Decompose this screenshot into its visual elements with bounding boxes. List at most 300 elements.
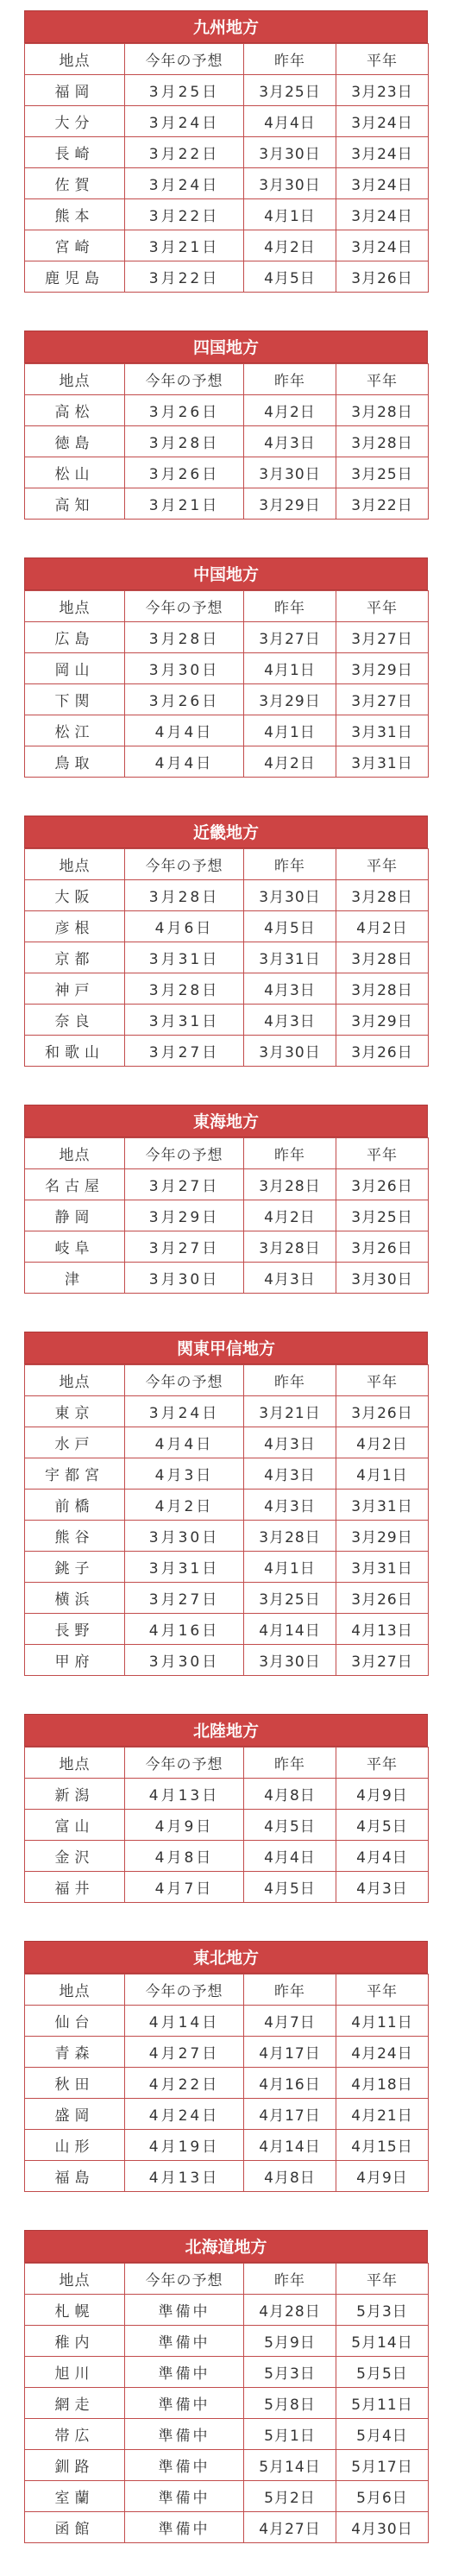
table-row	[25, 911, 429, 942]
table-row	[25, 230, 429, 261]
table-header-row	[25, 364, 429, 395]
last-year-cell: 3月21日	[244, 1396, 336, 1427]
last-year-cell: 4月4日	[244, 1841, 336, 1872]
forecast-cell: 4月6日	[125, 911, 244, 942]
location-cell: 前橋	[25, 1490, 125, 1521]
average-cell: 3月28日	[336, 942, 429, 973]
average-cell: 3月27日	[336, 622, 429, 653]
location-cell: 新潟	[25, 1779, 125, 1810]
region-section	[24, 1332, 428, 1676]
location-cell: 福井	[25, 1872, 125, 1903]
region-title: 近畿地方	[24, 816, 428, 848]
average-cell: 5月17日	[336, 2450, 429, 2481]
table-header-row	[25, 1975, 429, 2006]
table-row	[25, 1169, 429, 1200]
last-year-cell: 3月30日	[244, 1036, 336, 1067]
forecast-cell: 3月31日	[125, 1552, 244, 1583]
region-title: 北陸地方	[24, 1714, 428, 1747]
average-cell: 5月6日	[336, 2481, 429, 2512]
forecast-cell: 3月28日	[125, 426, 244, 457]
forecast-cell: 4月27日	[125, 2037, 244, 2068]
last-year-cell: 5月8日	[244, 2388, 336, 2419]
table-row	[25, 2450, 429, 2481]
forecast-cell: 3月30日	[125, 1521, 244, 1552]
last-year-cell: 4月1日	[244, 715, 336, 746]
last-year-cell: 3月25日	[244, 75, 336, 106]
average-cell: 3月31日	[336, 1490, 429, 1521]
column-header-location: 地点	[25, 44, 125, 75]
table-header-row	[25, 2264, 429, 2295]
average-cell: 3月28日	[336, 973, 429, 1005]
forecast-cell: 4月13日	[125, 1779, 244, 1810]
average-cell: 5月11日	[336, 2388, 429, 2419]
column-header-location: 地点	[25, 2264, 125, 2295]
table-row	[25, 1458, 429, 1490]
column-header-average: 平年	[336, 849, 429, 880]
last-year-cell: 4月2日	[244, 230, 336, 261]
table-row	[25, 653, 429, 684]
table-row	[25, 880, 429, 911]
last-year-cell: 3月29日	[244, 488, 336, 520]
column-header-average: 平年	[336, 1748, 429, 1779]
location-cell: 大阪	[25, 880, 125, 911]
forecast-cell: 4月16日	[125, 1614, 244, 1645]
table-header-row	[25, 1138, 429, 1169]
forecast-cell: 3月28日	[125, 880, 244, 911]
last-year-cell: 4月3日	[244, 1490, 336, 1521]
table-row	[25, 1583, 429, 1614]
table-row	[25, 746, 429, 778]
last-year-cell: 3月27日	[244, 622, 336, 653]
forecast-cell: 3月30日	[125, 1645, 244, 1676]
last-year-cell: 4月3日	[244, 973, 336, 1005]
location-cell: 帯広	[25, 2419, 125, 2450]
average-cell: 3月28日	[336, 395, 429, 426]
table-row	[25, 715, 429, 746]
forecast-table	[24, 590, 429, 778]
last-year-cell: 5月2日	[244, 2481, 336, 2512]
last-year-cell: 4月4日	[244, 106, 336, 137]
location-cell: 京都	[25, 942, 125, 973]
average-cell: 3月26日	[336, 1036, 429, 1067]
last-year-cell: 4月2日	[244, 1200, 336, 1231]
last-year-cell: 4月14日	[244, 2130, 336, 2161]
location-cell: 宮崎	[25, 230, 125, 261]
table-row	[25, 1490, 429, 1521]
last-year-cell: 4月1日	[244, 653, 336, 684]
last-year-cell: 3月31日	[244, 942, 336, 973]
average-cell: 4月2日	[336, 911, 429, 942]
average-cell: 4月9日	[336, 2161, 429, 2192]
table-header-row	[25, 1748, 429, 1779]
column-header-location: 地点	[25, 1365, 125, 1396]
last-year-cell: 3月30日	[244, 457, 336, 488]
forecast-cell: 3月26日	[125, 684, 244, 715]
forecast-cell: 準備中	[125, 2326, 244, 2357]
forecast-cell: 3月21日	[125, 230, 244, 261]
location-cell: 高松	[25, 395, 125, 426]
location-cell: 松山	[25, 457, 125, 488]
location-cell: 広島	[25, 622, 125, 653]
column-header-average: 平年	[336, 2264, 429, 2295]
forecast-cell: 3月26日	[125, 395, 244, 426]
column-header-forecast: 今年の予想	[125, 591, 244, 622]
region-section	[24, 10, 428, 293]
last-year-cell: 4月1日	[244, 199, 336, 230]
last-year-cell: 3月30日	[244, 880, 336, 911]
average-cell: 3月28日	[336, 880, 429, 911]
table-row	[25, 488, 429, 520]
column-header-average: 平年	[336, 1365, 429, 1396]
table-row	[25, 2006, 429, 2037]
column-header-average: 平年	[336, 364, 429, 395]
average-cell: 4月30日	[336, 2512, 429, 2543]
table-row	[25, 2512, 429, 2543]
location-cell: 旭川	[25, 2357, 125, 2388]
region-title: 関東甲信地方	[24, 1332, 428, 1364]
last-year-cell: 4月3日	[244, 426, 336, 457]
column-header-last-year: 昨年	[244, 1748, 336, 1779]
table-header-row	[25, 849, 429, 880]
location-cell: 大分	[25, 106, 125, 137]
forecast-cell: 準備中	[125, 2512, 244, 2543]
forecast-cell: 4月8日	[125, 1841, 244, 1872]
last-year-cell: 4月3日	[244, 1263, 336, 1294]
forecast-cell: 3月25日	[125, 75, 244, 106]
table-row	[25, 1200, 429, 1231]
table-row	[25, 1263, 429, 1294]
region-title: 東北地方	[24, 1941, 428, 1974]
location-cell: 横浜	[25, 1583, 125, 1614]
forecast-cell: 3月24日	[125, 1396, 244, 1427]
column-header-forecast: 今年の予想	[125, 1748, 244, 1779]
last-year-cell: 4月3日	[244, 1458, 336, 1490]
last-year-cell: 3月29日	[244, 684, 336, 715]
last-year-cell: 4月17日	[244, 2037, 336, 2068]
forecast-cell: 3月27日	[125, 1036, 244, 1067]
average-cell: 3月30日	[336, 1263, 429, 1294]
forecast-cell: 3月22日	[125, 261, 244, 293]
region-section	[24, 816, 428, 1067]
region-section	[24, 1941, 428, 2192]
region-title: 北海道地方	[24, 2230, 428, 2263]
last-year-cell: 4月7日	[244, 2006, 336, 2037]
column-header-location: 地点	[25, 364, 125, 395]
table-row	[25, 2481, 429, 2512]
region-title: 九州地方	[24, 10, 428, 43]
forecast-cell: 準備中	[125, 2295, 244, 2326]
table-row	[25, 457, 429, 488]
column-header-location: 地点	[25, 1748, 125, 1779]
average-cell: 3月23日	[336, 75, 429, 106]
last-year-cell: 4月16日	[244, 2068, 336, 2099]
table-header-row	[25, 1365, 429, 1396]
last-year-cell: 3月28日	[244, 1521, 336, 1552]
location-cell: 鹿児島	[25, 261, 125, 293]
location-cell: 高知	[25, 488, 125, 520]
average-cell: 3月25日	[336, 457, 429, 488]
column-header-last-year: 昨年	[244, 1975, 336, 2006]
location-cell: 静岡	[25, 1200, 125, 1231]
table-row	[25, 1552, 429, 1583]
table-row	[25, 1779, 429, 1810]
column-header-average: 平年	[336, 1975, 429, 2006]
location-cell: 鳥取	[25, 746, 125, 778]
location-cell: 熊谷	[25, 1521, 125, 1552]
table-row	[25, 199, 429, 230]
table-row	[25, 75, 429, 106]
table-row	[25, 2099, 429, 2130]
forecast-table	[24, 1137, 429, 1294]
forecast-cell: 3月28日	[125, 622, 244, 653]
last-year-cell: 4月5日	[244, 1810, 336, 1841]
table-row	[25, 684, 429, 715]
location-cell: 名古屋	[25, 1169, 125, 1200]
forecast-cell: 準備中	[125, 2388, 244, 2419]
region-section	[24, 1105, 428, 1294]
last-year-cell: 5月1日	[244, 2419, 336, 2450]
region-section	[24, 557, 428, 778]
average-cell: 4月5日	[336, 1810, 429, 1841]
forecast-cell: 4月9日	[125, 1810, 244, 1841]
location-cell: 盛岡	[25, 2099, 125, 2130]
location-cell: 奈良	[25, 1005, 125, 1036]
last-year-cell: 4月5日	[244, 1872, 336, 1903]
last-year-cell: 3月30日	[244, 137, 336, 168]
location-cell: 網走	[25, 2388, 125, 2419]
column-header-location: 地点	[25, 849, 125, 880]
last-year-cell: 4月14日	[244, 1614, 336, 1645]
last-year-cell: 4月3日	[244, 1005, 336, 1036]
average-cell: 4月24日	[336, 2037, 429, 2068]
table-row	[25, 1231, 429, 1263]
location-cell: 室蘭	[25, 2481, 125, 2512]
average-cell: 3月22日	[336, 488, 429, 520]
table-row	[25, 1396, 429, 1427]
forecast-cell: 3月22日	[125, 137, 244, 168]
location-cell: 甲府	[25, 1645, 125, 1676]
location-cell: 長野	[25, 1614, 125, 1645]
table-row	[25, 2295, 429, 2326]
average-cell: 4月3日	[336, 1872, 429, 1903]
region-section	[24, 331, 428, 520]
table-row	[25, 622, 429, 653]
table-row	[25, 1841, 429, 1872]
forecast-cell: 3月27日	[125, 1231, 244, 1263]
last-year-cell: 4月17日	[244, 2099, 336, 2130]
location-cell: 松江	[25, 715, 125, 746]
location-cell: 仙台	[25, 2006, 125, 2037]
table-row	[25, 1427, 429, 1458]
location-cell: 宇都宮	[25, 1458, 125, 1490]
last-year-cell: 4月2日	[244, 746, 336, 778]
average-cell: 5月4日	[336, 2419, 429, 2450]
table-row	[25, 942, 429, 973]
average-cell: 3月29日	[336, 1521, 429, 1552]
forecast-cell: 3月31日	[125, 1005, 244, 1036]
column-header-location: 地点	[25, 1138, 125, 1169]
location-cell: 福島	[25, 2161, 125, 2192]
table-row	[25, 106, 429, 137]
table-row	[25, 973, 429, 1005]
column-header-average: 平年	[336, 44, 429, 75]
column-header-forecast: 今年の予想	[125, 44, 244, 75]
column-header-forecast: 今年の予想	[125, 1138, 244, 1169]
average-cell: 3月26日	[336, 1396, 429, 1427]
column-header-last-year: 昨年	[244, 44, 336, 75]
average-cell: 3月29日	[336, 653, 429, 684]
last-year-cell: 5月9日	[244, 2326, 336, 2357]
location-cell: 水戸	[25, 1427, 125, 1458]
region-section	[24, 1714, 428, 1903]
average-cell: 3月26日	[336, 1169, 429, 1200]
average-cell: 3月28日	[336, 426, 429, 457]
average-cell: 3月26日	[336, 261, 429, 293]
last-year-cell: 4月1日	[244, 1552, 336, 1583]
average-cell: 3月24日	[336, 199, 429, 230]
forecast-cell: 4月24日	[125, 2099, 244, 2130]
location-cell: 岐阜	[25, 1231, 125, 1263]
last-year-cell: 4月2日	[244, 395, 336, 426]
average-cell: 3月24日	[336, 230, 429, 261]
average-cell: 3月25日	[336, 1200, 429, 1231]
column-header-average: 平年	[336, 591, 429, 622]
forecast-cell: 準備中	[125, 2450, 244, 2481]
table-row	[25, 2388, 429, 2419]
average-cell: 3月24日	[336, 168, 429, 199]
average-cell: 4月18日	[336, 2068, 429, 2099]
last-year-cell: 3月30日	[244, 168, 336, 199]
forecast-cell: 3月27日	[125, 1169, 244, 1200]
location-cell: 熊本	[25, 199, 125, 230]
forecast-cell: 4月7日	[125, 1872, 244, 1903]
average-cell: 3月27日	[336, 1645, 429, 1676]
last-year-cell: 4月28日	[244, 2295, 336, 2326]
average-cell: 3月27日	[336, 684, 429, 715]
table-row	[25, 2130, 429, 2161]
table-row	[25, 1521, 429, 1552]
average-cell: 4月4日	[336, 1841, 429, 1872]
last-year-cell: 4月27日	[244, 2512, 336, 2543]
forecast-cell: 3月30日	[125, 1263, 244, 1294]
forecast-cell: 4月4日	[125, 1427, 244, 1458]
location-cell: 佐賀	[25, 168, 125, 199]
forecast-table	[24, 2263, 429, 2543]
location-cell: 長崎	[25, 137, 125, 168]
column-header-forecast: 今年の予想	[125, 1975, 244, 2006]
location-cell: 稚内	[25, 2326, 125, 2357]
table-row	[25, 1872, 429, 1903]
column-header-last-year: 昨年	[244, 849, 336, 880]
forecast-cell: 4月3日	[125, 1458, 244, 1490]
forecast-cell: 3月21日	[125, 488, 244, 520]
average-cell: 3月24日	[336, 137, 429, 168]
table-row	[25, 395, 429, 426]
table-row	[25, 2161, 429, 2192]
forecast-table	[24, 363, 429, 520]
column-header-forecast: 今年の予想	[125, 2264, 244, 2295]
forecast-cell: 4月4日	[125, 715, 244, 746]
last-year-cell: 3月28日	[244, 1169, 336, 1200]
forecast-table	[24, 848, 429, 1067]
table-row	[25, 2068, 429, 2099]
forecast-cell: 3月29日	[125, 1200, 244, 1231]
forecast-cell: 3月28日	[125, 973, 244, 1005]
forecast-cell: 準備中	[125, 2481, 244, 2512]
last-year-cell: 3月25日	[244, 1583, 336, 1614]
average-cell: 4月13日	[336, 1614, 429, 1645]
average-cell: 4月21日	[336, 2099, 429, 2130]
table-header-row	[25, 591, 429, 622]
location-cell: 山形	[25, 2130, 125, 2161]
column-header-last-year: 昨年	[244, 1365, 336, 1396]
forecast-cell: 3月24日	[125, 106, 244, 137]
location-cell: 和歌山	[25, 1036, 125, 1067]
column-header-last-year: 昨年	[244, 1138, 336, 1169]
last-year-cell: 4月5日	[244, 911, 336, 942]
forecast-table	[24, 43, 429, 293]
forecast-cell: 3月31日	[125, 942, 244, 973]
forecast-cell: 準備中	[125, 2419, 244, 2450]
table-header-row	[25, 44, 429, 75]
location-cell: 津	[25, 1263, 125, 1294]
forecast-cell: 4月14日	[125, 2006, 244, 2037]
last-year-cell: 3月28日	[244, 1231, 336, 1263]
location-cell: 函館	[25, 2512, 125, 2543]
table-row	[25, 1614, 429, 1645]
table-row	[25, 137, 429, 168]
average-cell: 3月31日	[336, 746, 429, 778]
region-section	[24, 2230, 428, 2543]
table-row	[25, 261, 429, 293]
location-cell: 札幌	[25, 2295, 125, 2326]
location-cell: 青森	[25, 2037, 125, 2068]
location-cell: 彦根	[25, 911, 125, 942]
average-cell: 4月9日	[336, 1779, 429, 1810]
table-row	[25, 1810, 429, 1841]
average-cell: 5月3日	[336, 2295, 429, 2326]
average-cell: 5月5日	[336, 2357, 429, 2388]
region-title: 四国地方	[24, 331, 428, 363]
location-cell: 徳島	[25, 426, 125, 457]
table-row	[25, 1645, 429, 1676]
last-year-cell: 4月5日	[244, 261, 336, 293]
table-row	[25, 168, 429, 199]
table-row	[25, 2037, 429, 2068]
forecast-cell: 4月22日	[125, 2068, 244, 2099]
last-year-cell: 4月8日	[244, 2161, 336, 2192]
last-year-cell: 3月30日	[244, 1645, 336, 1676]
column-header-forecast: 今年の予想	[125, 1365, 244, 1396]
forecast-table	[24, 1364, 429, 1676]
forecast-cell: 3月30日	[125, 653, 244, 684]
forecast-cell: 4月19日	[125, 2130, 244, 2161]
region-title: 東海地方	[24, 1105, 428, 1137]
forecast-cell: 3月24日	[125, 168, 244, 199]
average-cell: 4月15日	[336, 2130, 429, 2161]
last-year-cell: 4月3日	[244, 1427, 336, 1458]
column-header-location: 地点	[25, 591, 125, 622]
table-row	[25, 2419, 429, 2450]
average-cell: 3月31日	[336, 1552, 429, 1583]
location-cell: 金沢	[25, 1841, 125, 1872]
table-row	[25, 426, 429, 457]
location-cell: 神戸	[25, 973, 125, 1005]
table-row	[25, 1036, 429, 1067]
location-cell: 富山	[25, 1810, 125, 1841]
last-year-cell: 5月14日	[244, 2450, 336, 2481]
column-header-location: 地点	[25, 1975, 125, 2006]
